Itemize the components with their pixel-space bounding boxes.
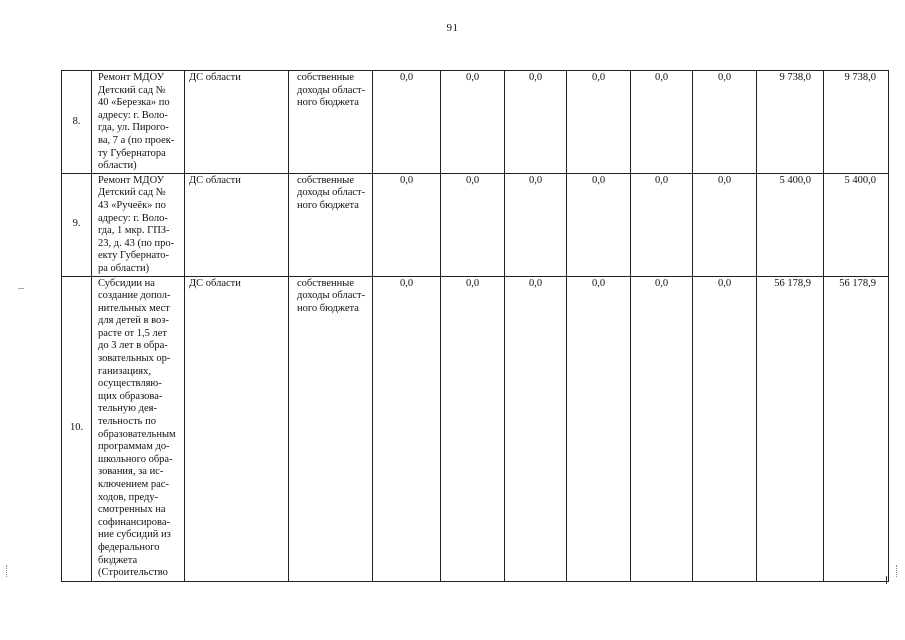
row-value: 0,0: [567, 71, 631, 174]
table-row: [62, 71, 889, 174]
row-total: 56 178,9: [824, 276, 889, 581]
row-funding-source: [289, 71, 373, 174]
row-funding-source-text: собственные доходы област- ного бюджета: [297, 72, 366, 109]
row-value: 0,0: [441, 71, 505, 174]
budget-table: [61, 70, 889, 582]
row-description-text: Субсидии на создание допол- нительных мест для детей в воз- расте от 1,5 лет до 3 лет в обра- зовательных ор- ганизациях, осуществляю- щих образова- тельную дея- тельность по образовательным программам до- школьного обра- зования, за ис- ключением рас- ходов, преду- смотренных на софинансирова- ние субсидий из федерального бюджета (Строительство: [98, 277, 176, 579]
row-amount: 56 178,9: [757, 276, 824, 581]
row-amount: 5 400,0: [757, 173, 824, 276]
scan-margin-mark-right: [896, 565, 903, 577]
row-number: 8.: [62, 71, 92, 174]
row-value: 0,0: [373, 173, 441, 276]
row-executor: ДС области: [185, 71, 289, 174]
row-value: 0,0: [567, 173, 631, 276]
row-description-text: Ремонт МДОУ Детский сад № 43 «Ручеёк» по адресу: г. Воло- гда, 1 мкр. ГПЗ- 23, д. 43 (по про- екту Губернато- ра области): [98, 174, 175, 274]
row-value: 0,0: [441, 173, 505, 276]
row-description-text: Ремонт МДОУ Детский сад № 40 «Березка» по адресу: г. Воло- гда, ул. Пирого- ва, 7 а (по проек- ту Губернатора области): [98, 72, 175, 172]
row-value: 0,0: [693, 173, 757, 276]
row-value: 0,0: [505, 276, 567, 581]
row-description: [92, 173, 185, 276]
row-number: 9.: [62, 173, 92, 276]
row-value: 0,0: [631, 71, 693, 174]
table-edge-mark: [886, 576, 887, 584]
row-value: 0,0: [631, 173, 693, 276]
scan-margin-dash: [18, 288, 24, 289]
row-funding-source: [289, 173, 373, 276]
row-value: 0,0: [505, 173, 567, 276]
row-funding-source-text: собственные доходы област- ного бюджета: [297, 277, 366, 314]
row-value: 0,0: [505, 71, 567, 174]
row-description: [92, 276, 185, 581]
row-value: 0,0: [441, 276, 505, 581]
page-number: 91: [446, 22, 459, 34]
scan-margin-mark-left: [6, 565, 13, 577]
row-value: 0,0: [567, 276, 631, 581]
table-row: [62, 173, 889, 276]
row-funding-source: [289, 276, 373, 581]
row-total: 9 738,0: [824, 71, 889, 174]
row-value: 0,0: [373, 71, 441, 174]
row-number: 10.: [62, 276, 92, 581]
row-funding-source-text: собственные доходы област- ного бюджета: [297, 174, 366, 211]
row-executor: ДС области: [185, 276, 289, 581]
row-value: 0,0: [693, 276, 757, 581]
table-row: [62, 276, 889, 581]
row-value: 0,0: [693, 71, 757, 174]
row-value: 0,0: [631, 276, 693, 581]
row-value: 0,0: [373, 276, 441, 581]
row-amount: 9 738,0: [757, 71, 824, 174]
row-total: 5 400,0: [824, 173, 889, 276]
row-description: [92, 71, 185, 174]
row-executor: ДС области: [185, 173, 289, 276]
